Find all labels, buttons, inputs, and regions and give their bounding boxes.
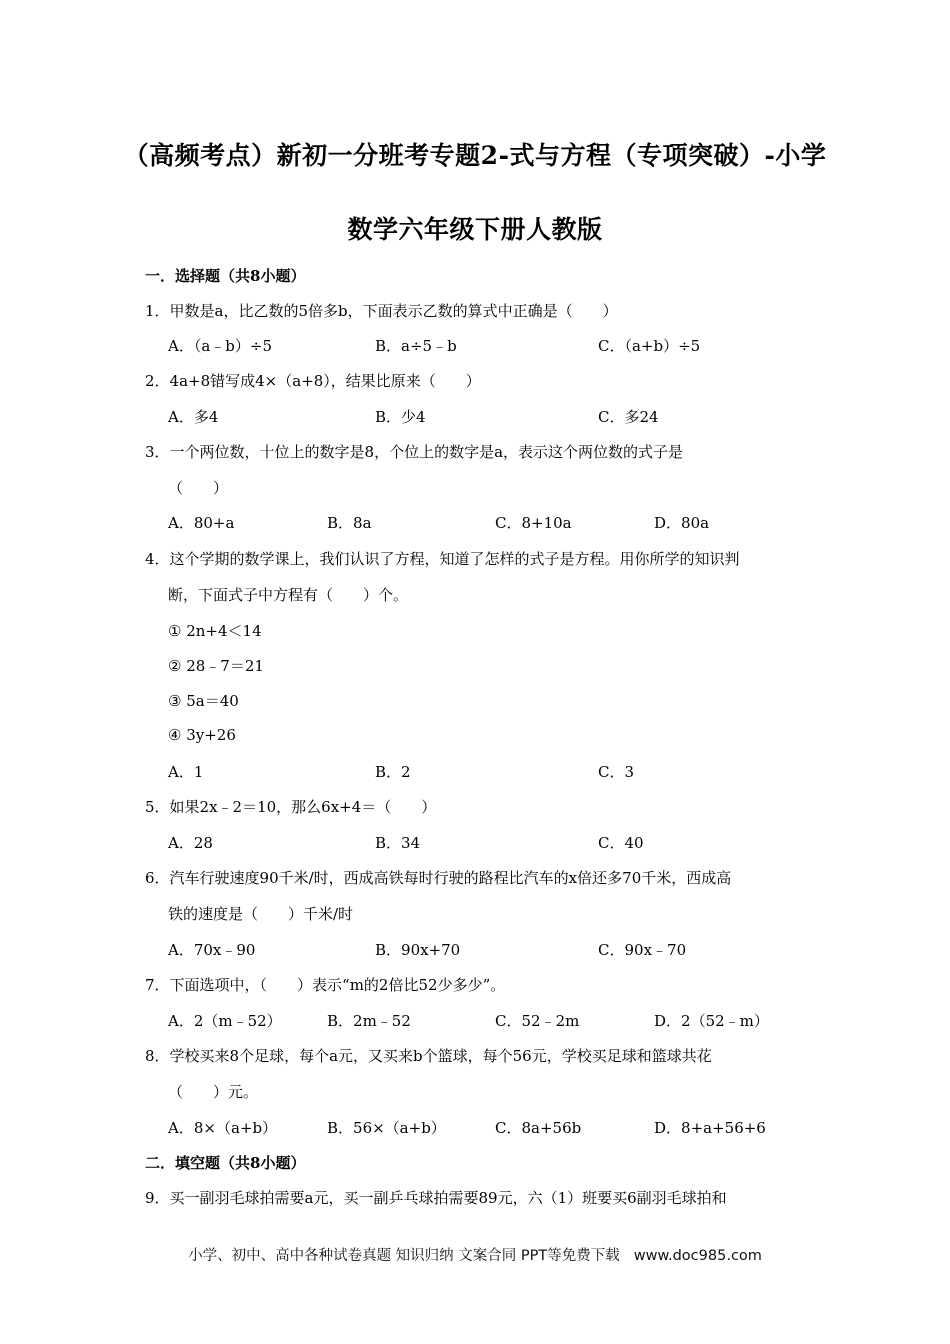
q5-option-a: A．28 — [168, 834, 213, 852]
q5-stem: 5．如果2x﹣2＝10，那么6x+4＝（ ） — [145, 798, 437, 816]
q8-stem-line-1: 8．学校买来8个足球，每个a元，又买来b个篮球，每个56元，学校买足球和篮球共花 — [145, 1047, 712, 1065]
q7-stem: 7．下面选项中，（ ）表示“m的2倍比52少多少”。 — [145, 976, 506, 994]
q6-option-b: B．90x+70 — [375, 941, 461, 959]
q4-item-2: ② 28﹣7＝21 — [168, 657, 264, 675]
q4-stem-line-2: 断，下面式子中方程有（ ）个。 — [168, 586, 409, 604]
q7-option-c: C．52﹣2m — [495, 1012, 580, 1030]
q3-stem-line-1: 3．一个两位数，十位上的数字是8，个位上的数字是a，表示这个两位数的式子是 — [145, 443, 684, 461]
q6-option-c: C．90x﹣70 — [598, 941, 687, 959]
q4-option-a: A．1 — [168, 763, 204, 781]
q1-option-a: A．（a﹣b）÷5 — [168, 337, 272, 355]
q2-stem: 2．4a+8错写成4×（a+8），结果比原来（ ） — [145, 372, 481, 390]
q4-item-4: ④ 3y+26 — [168, 726, 236, 744]
q4-item-3: ③ 5a＝40 — [168, 692, 239, 710]
q5-option-b: B．34 — [375, 834, 421, 852]
q7-option-a: A．2（m﹣52） — [168, 1012, 282, 1030]
footer-text: 小学、初中、高中各种试卷真题 知识归纳 文案合同 PPT等免费下载 — [188, 1248, 620, 1264]
q4-item-1: ① 2n+4＜14 — [168, 622, 262, 640]
q6-stem-line-2: 铁的速度是（ ）千米/时 — [168, 905, 354, 923]
q9-stem: 9．买一副羽毛球拍需要a元，买一副乒乓球拍需要89元，六（1）班要买6副羽毛球拍和 — [145, 1189, 727, 1207]
q6-stem-line-1: 6．汽车行驶速度90千米/时，西成高铁每时行驶的路程比汽车的x倍还多70千米，西成高 — [145, 869, 732, 887]
title-line-1: （高频考点）新初一分班考专题2-式与方程（专项突破）-小学 — [123, 141, 827, 170]
q4-option-c: C．3 — [598, 763, 635, 781]
q7-option-b: B．2m﹣52 — [327, 1012, 411, 1030]
footer-site-link[interactable]: www.doc985.com — [633, 1248, 762, 1264]
q5-option-c: C．40 — [598, 834, 644, 852]
q1-option-c: C．（a+b）÷5 — [598, 337, 701, 355]
q3-option-d: D．80a — [654, 514, 710, 532]
page-footer — [0, 1244, 950, 1265]
q3-option-c: C．8+10a — [495, 514, 572, 532]
q3-option-b: B．8a — [327, 514, 372, 532]
title-line-2: 数学六年级下册人教版 — [347, 215, 603, 244]
q2-option-a: A．多4 — [168, 408, 219, 426]
q1-stem: 1．甲数是a，比乙数的5倍多b，下面表示乙数的算式中正确是（ ） — [145, 302, 618, 320]
q4-stem-line-1: 4．这个学期的数学课上，我们认识了方程，知道了怎样的式子是方程。用你所学的知识判 — [145, 550, 740, 568]
q8-stem-line-2: （ ）元。 — [168, 1083, 259, 1101]
q3-option-a: A．80+a — [168, 514, 235, 532]
q8-option-a: A．8×（a+b） — [168, 1119, 278, 1137]
q6-option-a: A．70x﹣90 — [168, 941, 256, 959]
q7-option-d: D．2（52﹣m） — [654, 1012, 769, 1030]
q1-option-b: B．a÷5﹣b — [375, 337, 457, 355]
q2-option-c: C．多24 — [598, 408, 659, 426]
q8-option-d: D．8+a+56+6 — [654, 1119, 766, 1137]
q4-option-b: B．2 — [375, 763, 411, 781]
q8-option-b: B．56×（a+b） — [327, 1119, 446, 1137]
q8-option-c: C．8a+56b — [495, 1119, 582, 1137]
q2-option-b: B．少4 — [375, 408, 426, 426]
q3-stem-line-2: （ ） — [168, 479, 229, 497]
section-heading-choice: 一．选择题（共8小题） — [145, 267, 306, 285]
section-heading-fill-in: 二．填空题（共8小题） — [145, 1154, 306, 1172]
